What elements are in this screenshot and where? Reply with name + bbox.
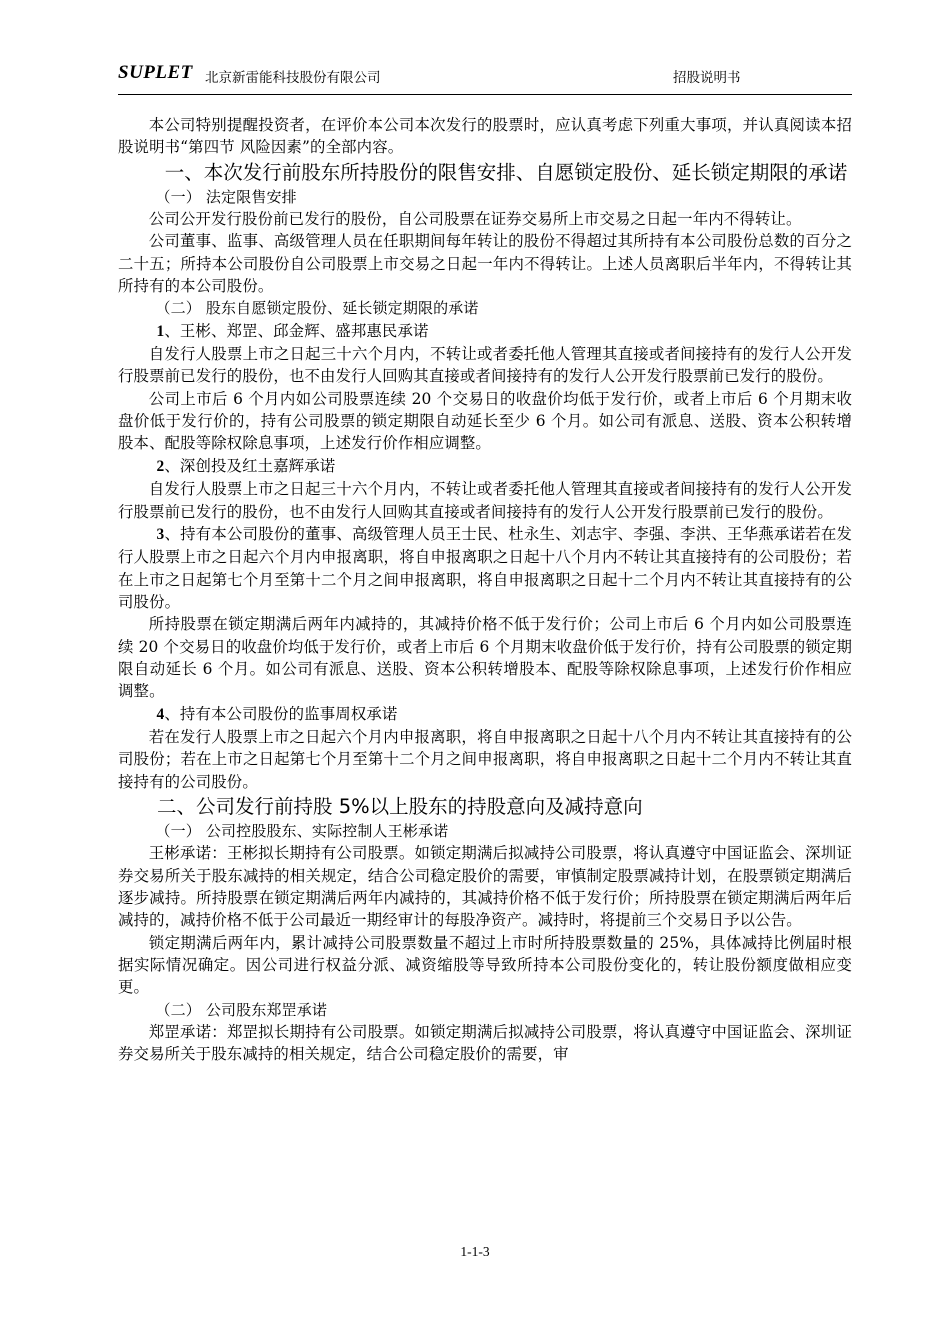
subsection-heading: （二） 股东自愿锁定股份、延长锁定期限的承诺 (155, 299, 479, 318)
list-item (118, 523, 852, 613)
subsection-heading: （一） 法定限售安排 (155, 187, 297, 206)
paragraph: 若在发行人股票上市之日起六个月内申报离职，将自申报离职之日起十八个月内不转让其直接持有的公司股份；若在上市之日起第七个月至第十二个月之间申报离职，将自申报离职之日起十二个月内不转让其直接持有的公司股份。 (118, 727, 852, 791)
section-heading-2: 二、公司发行前持股 5%以上股东的持股意向及减持意向 (157, 794, 643, 818)
company-logo: SUPLET (118, 62, 193, 83)
item-number: 3 (156, 525, 165, 543)
paragraph: 锁定期满后两年内，累计减持公司股票数量不超过上市时所持股票数量的 25%，具体减持比例届时根据实际情况确定。因公司进行权益分派、减资缩股等导致所持本公司股份变化的，转让股份额度做相应变更。 (118, 933, 852, 997)
page-number: 1-1-3 (460, 1244, 490, 1259)
page-header (118, 60, 852, 95)
subsection-heading: （一） 公司控股股东、实际控制人王彬承诺 (155, 821, 449, 840)
item-text: 、持有本公司股份的董事、高级管理人员王士民、杜永生、刘志宇、李强、李洪、王华燕承诺若在发行人股票上市之日起六个月内申报离职，将自申报离职之日起十八个月内不转让其直接持有的公司股份；若在上市之日起第七个月至第十二个月之间申报离职，将自申报离职之日起十二个月内不转让其直接持有的公司股份。 (118, 524, 852, 611)
item-text: 、王彬、郑罡、邱金辉、盛邦惠民承诺 (164, 321, 429, 340)
paragraph: 自发行人股票上市之日起三十六个月内，不转让或者委托他人管理其直接或者间接持有的发行人公开发行股票前已发行的股份，也不由发行人回购其直接或者间接持有的发行人公开发行股票前已发行的股份。 (118, 345, 852, 386)
subsection-heading: （二） 公司股东郑罡承诺 (155, 1000, 328, 1019)
paragraph: 公司董事、监事、高级管理人员在任职期间每年转让的股份不得超过其所持有本公司股份总数的百分之二十五；所持本公司股份自公司股票上市交易之日起一年内不得转让。上述人员离职后半年内，不得转让其所持有的本公司股份。 (118, 232, 852, 296)
document-title: 招股说明书 (673, 70, 741, 86)
list-item (118, 320, 852, 343)
document-body (118, 114, 852, 1066)
item-number: 2 (156, 457, 165, 475)
paragraph: 郑罡承诺：郑罡拟长期持有公司股票。如锁定期满后拟减持公司股票，将认真遵守中国证监会、深圳证券交易所关于股东减持的相关规定，结合公司稳定股价的需要，审 (118, 1023, 852, 1064)
item-number: 1 (156, 322, 165, 340)
item-text: 、持有本公司股份的监事周权承诺 (164, 704, 398, 723)
intro-paragraph: 本公司特别提醒投资者，在评价本公司本次发行的股票时，应认真考虑下列重大事项，并认真阅读本招股说明书“第四节 风险因素”的全部内容。 (118, 116, 852, 157)
paragraph: 王彬承诺：王彬拟长期持有公司股票。如锁定期满后拟减持公司股票，将认真遵守中国证监会、深圳证券交易所关于股东减持的相关规定，结合公司稳定股价的需要，审慎制定股票减持计划，在股票锁定期满后逐步减持。所持股票在锁定期满后两年内减持的，其减持价格不低于发行价；所持股票在锁定期满后两年后减持的，减持价格不低于公司最近一期经审计的每股净资产。减持时，将提前三个交易日予以公告。 (118, 844, 852, 930)
paragraph: 公司公开发行股份前已发行的股份，自公司股票在证券交易所上市交易之日起一年内不得转让。 (148, 210, 802, 229)
list-item (118, 455, 852, 478)
list-item (118, 703, 852, 726)
paragraph: 公司上市后 6 个月内如公司股票连续 20 个交易日的收盘价均低于发行价，或者上市后 6 个月期末收盘价低于发行价的，持有公司股票的锁定期限自动延长至少 6 个月。如公司有派息、送股、资本公积转增股本、配股等除权除息事项，上述发行价作相应调整。 (118, 389, 852, 453)
item-number: 4 (156, 705, 165, 723)
company-name: 北京新雷能科技股份有限公司 (205, 70, 381, 86)
item-text: 、深创投及红土嘉辉承诺 (164, 456, 336, 475)
paragraph: 所持股票在锁定期满后两年内减持的，其减持价格不低于发行价；公司上市后 6 个月内如公司股票连续 20 个交易日的收盘价均低于发行价，或者上市后 6 个月期末收盘价低于发行价，持有公司股票的锁定期限自动延长 6 个月。如公司有派息、送股、资本公积转增股本、配股等除权除息事项，上述发行价作相应调整。 (118, 615, 852, 701)
paragraph: 自发行人股票上市之日起三十六个月内，不转让或者委托他人管理其直接或者间接持有的发行人公开发行股票前已发行的股份，也不由发行人回购其直接或者间接持有的发行人公开发行股票前已发行的股份。 (118, 480, 852, 521)
section-heading-1: 一、本次发行前股东所持股份的限售安排、自愿锁定股份、延长锁定期限的承诺 (164, 160, 848, 184)
